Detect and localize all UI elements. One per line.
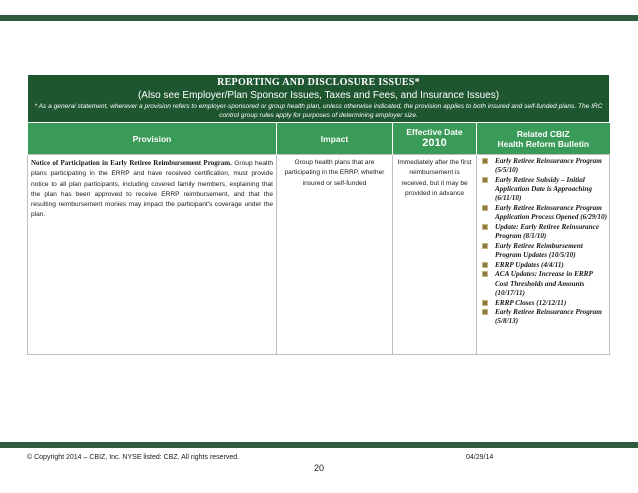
related-bulletin-list [479,157,607,327]
provision-lead: Notice of Participation in Early Retiree Reimbursement Program. [31,159,232,167]
top-rule [0,15,638,21]
header-provision: Provision [28,123,277,155]
square-bullet-icon [482,224,488,230]
impact-cell: Group health plans that are participating in the ERRP, whether insured or self-funded [277,155,393,355]
header-related: Related CBIZ Health Reform Bulletin [477,123,610,155]
square-bullet-icon [482,243,488,249]
bulletin-link[interactable]: Early Retiree Subsidy – Initial Application Date is Approaching (6/11/10) [479,176,607,204]
bulletin-link[interactable]: ERRP Closes (12/12/11) [479,299,607,308]
bulletin-link[interactable]: ERRP Updates (4/4/11) [479,261,607,270]
header-row [28,123,610,155]
header-impact: Impact [277,123,393,155]
bulletin-link[interactable]: Early Retiree Reinsurance Program (5/5/10) [479,157,607,175]
bulletin-link[interactable]: Early Retiree Reimbursement Program Updates (10/5/10) [479,242,607,260]
disclosure-table [27,74,610,355]
square-bullet-icon [482,205,488,211]
table-row [28,155,610,355]
effective-date-cell: Immediately after the first reimbursement is received, but it may be provided in advance [393,155,477,355]
bulletin-link[interactable]: ACA Updates: Increase in ERRP Cost Thresholds and Amounts (10/17/11) [479,270,607,298]
bulletin-link[interactable]: Early Retiree Reinsurance Program Application Process Opened (6/29/10) [479,204,607,222]
square-bullet-icon [482,262,488,268]
banner-title: REPORTING AND DISCLOSURE ISSUES* [217,77,420,88]
banner-note: * As a general statement, wherever a provision refers to employer-sponsored or group health plan, unless otherwise indicated, the provision applies to both insured and self-funded plans. The IRC control group rules apply for purposes of determining employer size. [34,103,603,119]
related-bulletins-cell [477,155,610,355]
footer-date: 04/29/14 [466,454,494,461]
square-bullet-icon [482,300,488,306]
bulletin-link[interactable]: Update: Early Retiree Reinsurance Program (8/1/10) [479,223,607,241]
page-number: 20 [313,463,324,473]
bottom-rule [0,442,638,448]
banner-subtitle: (Also see Employer/Plan Sponsor Issues, Taxes and Fees, and Insurance Issues) [137,90,500,101]
disclosure-table-wrap [27,74,609,355]
square-bullet-icon [482,177,488,183]
provision-cell [28,155,277,355]
square-bullet-icon [482,158,488,164]
header-effective-year: 2010 [422,137,447,149]
header-effective-date: Effective Date 2010 [393,123,477,155]
table-banner [28,75,610,123]
footer-copyright: © Copyright 2014 – CBIZ, Inc. NYSE listed: CBZ. All rights reserved. [27,454,240,461]
square-bullet-icon [482,271,488,277]
square-bullet-icon [482,309,488,315]
bulletin-link[interactable]: Early Retiree Reinsurance Program (5/8/13) [479,308,607,326]
provision-text: Group health plans participating in the ERRP and have received certification, must provide notice to all plan participants, including covered family members, explaining that the plan has been approved to receive ERRP reimbursement, and that the resulting reimbursement monies may impact the participant's coverage under the plan. [31,160,273,219]
